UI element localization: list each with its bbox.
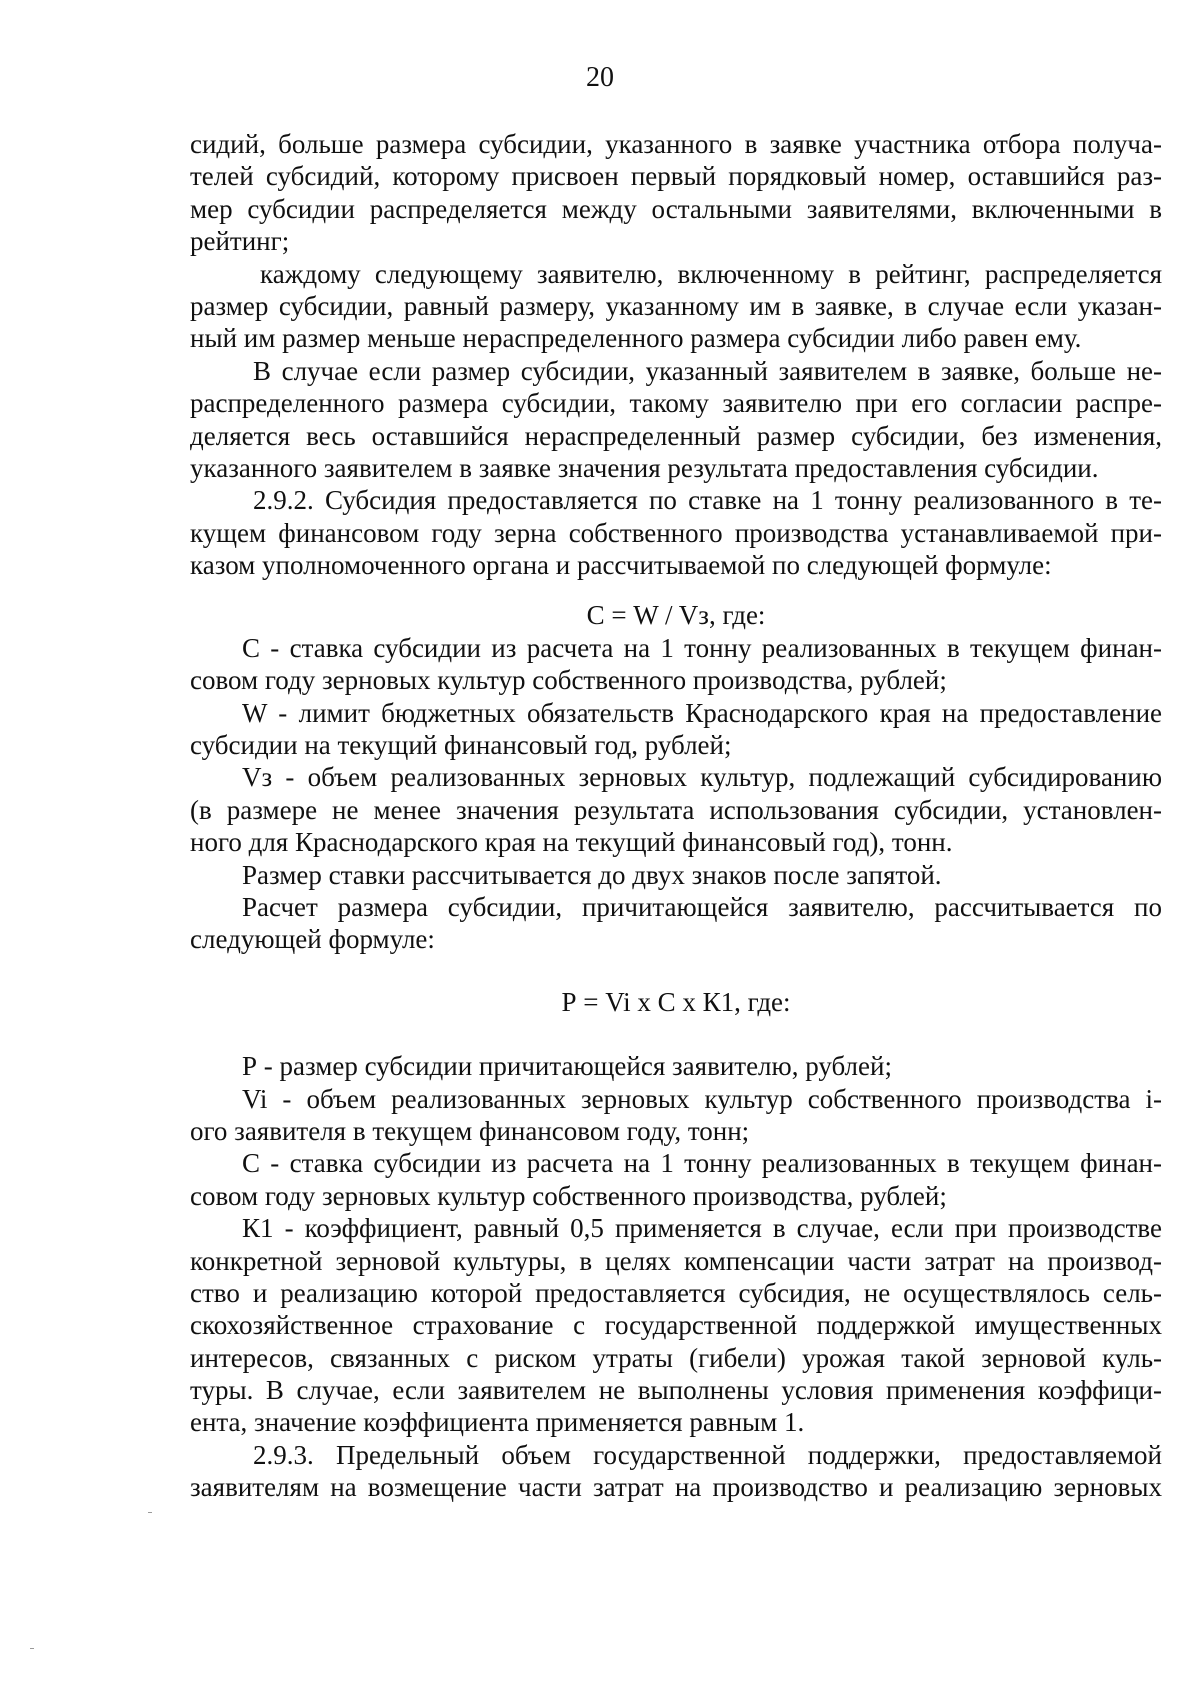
paragraph xyxy=(190,1083,1162,1148)
text-line: С - ставка субсидии из расчета на 1 тонну реализованных в текущем финан- xyxy=(242,1148,1162,1179)
text-line: рейтинг; xyxy=(190,226,290,257)
text-line: Размер ставки рассчитывается до двух знаков после запятой. xyxy=(242,859,942,890)
text-line: телей субсидий, которому присвоен первый порядковый номер, оставшийся раз- xyxy=(190,161,1162,192)
text-line: каждому следующему заявителю, включенному в рейтинг, распределяется xyxy=(260,258,1162,289)
text-line: ный им размер меньше нераспределенного размера субсидии либо равен ему. xyxy=(190,323,1082,354)
text-line: мер субсидии распределяется между остальными заявителями, включенными в xyxy=(190,193,1162,224)
text-line: 2.9.2. Субсидия предоставляется по ставке на 1 тонну реализованного в те- xyxy=(253,485,1162,516)
paragraph xyxy=(190,1050,1162,1082)
text-line: интересов, связанных с риском утраты (гибели) урожая такой зерновой куль- xyxy=(190,1342,1162,1373)
text-line: В случае если размер субсидии, указанный заявителем в заявке, больше не- xyxy=(253,355,1162,386)
text-line: Р - размер субсидии причитающейся заявителю, рублей; xyxy=(242,1051,892,1082)
scan-speck xyxy=(30,1648,34,1649)
text-line: Vi - объем реализованных зерновых культур собственного производства i- xyxy=(242,1083,1162,1114)
text-line: ого заявителя в текущем финансовом году, тонн; xyxy=(190,1115,750,1146)
text-line: ство и реализацию которой предоставляется субсидия, не осуществлялось сель- xyxy=(190,1277,1162,1308)
scan-speck xyxy=(148,1512,152,1513)
text-line: указанного заявителем в заявке значения результата предоставления субсидии. xyxy=(190,452,1099,483)
page-number: 20 xyxy=(586,62,614,93)
text-line: Vз - объем реализованных зерновых культур, подлежащий субсидированию xyxy=(242,762,1162,793)
spacer xyxy=(190,581,1162,599)
text-line: ного для Краснодарского края на текущий финансовый год), тонн. xyxy=(190,827,953,858)
text-line: С - ставка субсидии из расчета на 1 тонну реализованных в текущем финан- xyxy=(242,632,1162,663)
paragraph xyxy=(190,761,1162,858)
paragraph xyxy=(190,258,1162,355)
formula: Р = Vi x С x К1, где: xyxy=(561,986,791,1017)
paragraph xyxy=(190,697,1162,762)
spacer xyxy=(190,956,1162,986)
text-line: размер субсидии, равный размеру, указанному им в заявке, в случае если указан- xyxy=(190,290,1162,321)
formula: С = W / Vз, где: xyxy=(586,600,766,631)
text-line: Расчет размера субсидии, причитающейся заявителю, рассчитывается по xyxy=(242,891,1162,922)
text-line: туры. В случае, если заявителем не выполнены условия применения коэффици- xyxy=(190,1375,1162,1406)
document-body xyxy=(190,128,1162,1504)
text-line: ента, значение коэффициента применяется равным 1. xyxy=(190,1407,805,1438)
paragraph xyxy=(190,355,1162,485)
text-line: казом уполномоченного органа и рассчитываемой по следующей формуле: xyxy=(190,550,1052,581)
paragraph xyxy=(190,632,1162,697)
text-line: распределенного размера субсидии, такому заявителю при его согласии распре- xyxy=(190,388,1162,419)
text-line: совом году зерновых культур собственного производства, рублей; xyxy=(190,665,947,696)
paragraph xyxy=(190,859,1162,891)
text-line: W - лимит бюджетных обязательств Краснодарского края на предоставление xyxy=(242,697,1162,728)
text-line: (в размере не менее значения результата использования субсидии, установлен- xyxy=(190,794,1162,825)
text-line: субсидии на текущий финансовый год, рублей; xyxy=(190,730,732,761)
paragraph xyxy=(190,891,1162,956)
text-line: заявителям на возмещение части затрат на производство и реализацию зерновых xyxy=(190,1472,1162,1503)
text-line: деляется весь оставшийся нераспределенный размер субсидии, без изменения, xyxy=(190,420,1162,451)
text-line: совом году зерновых культур собственного производства, рублей; xyxy=(190,1180,947,1211)
text-line: скохозяйственное страхование с государственной поддержкой имущественных xyxy=(190,1310,1162,1341)
paragraph xyxy=(190,1439,1162,1504)
paragraph xyxy=(190,128,1162,258)
paragraph xyxy=(190,1147,1162,1212)
text-line: следующей формуле: xyxy=(190,924,435,955)
text-line: 2.9.3. Предельный объем государственной поддержки, предоставляемой xyxy=(253,1439,1162,1470)
text-line: конкретной зерновой культуры, в целях компенсации части затрат на производ- xyxy=(190,1245,1162,1276)
paragraph xyxy=(190,1212,1162,1439)
text-line: кущем финансовом году зерна собственного производства устанавливаемой при- xyxy=(190,517,1162,548)
paragraph xyxy=(190,484,1162,581)
text-line: К1 - коэффициент, равный 0,5 применяется в случае, если при производстве xyxy=(242,1213,1162,1244)
text-line: сидий, больше размера субсидии, указанного в заявке участника отбора получа- xyxy=(190,129,1162,159)
spacer xyxy=(190,1018,1162,1050)
